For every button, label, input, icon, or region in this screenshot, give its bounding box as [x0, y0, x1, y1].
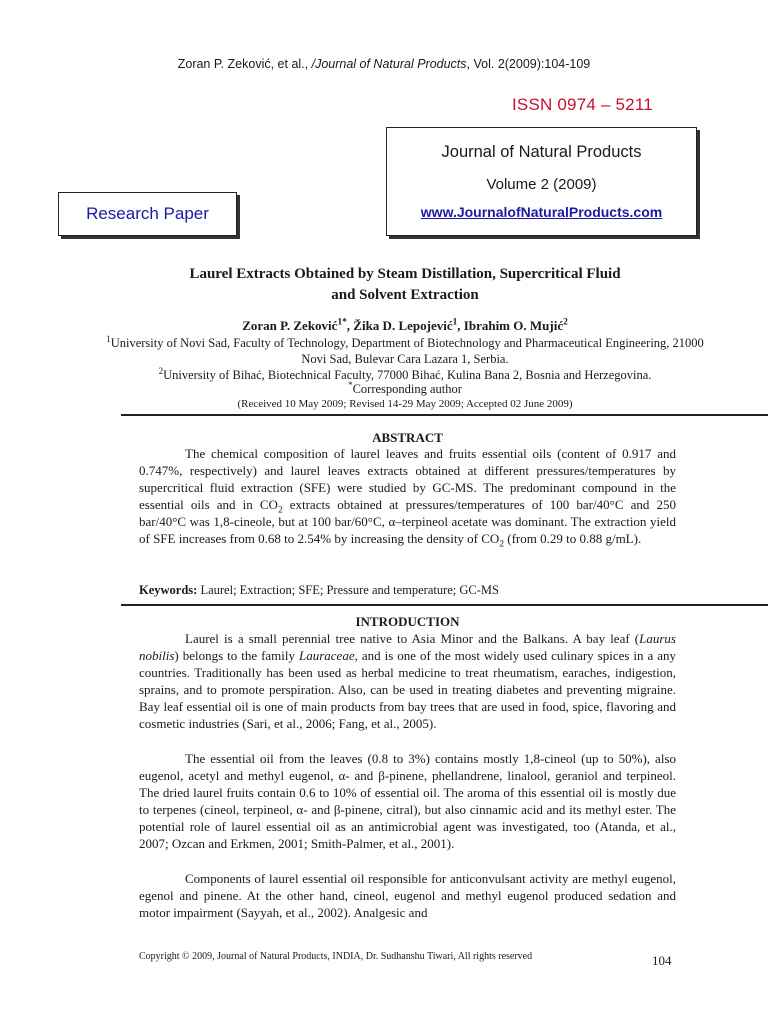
subscript: 2	[499, 539, 504, 550]
abstract-text-part: (from 0.29 to 0.88 g/mL).	[504, 531, 642, 546]
keywords-label: Keywords:	[139, 583, 198, 597]
journal-info-box	[386, 127, 697, 236]
article-title-line-2: and Solvent Extraction	[331, 287, 479, 303]
article-title	[110, 264, 700, 306]
author-affiliation-mark: 1	[452, 317, 458, 328]
journal-volume: Volume 2 (2009)	[486, 176, 597, 193]
keywords-line	[139, 582, 676, 599]
journal-name: Journal of Natural Products	[441, 143, 642, 161]
affiliation-1-text: University of Novi Sad, Faculty of Technology, Department of Biotechnology and Pharmaceutical Engineering, 21000 Novi Sad, Bulevar Cara Lazara 1, Serbia.	[110, 336, 704, 366]
author-name: Žika D. Lepojević	[353, 318, 453, 333]
article-title-line-1: Laurel Extracts Obtained by Steam Distillation, Supercritical Fluid	[189, 266, 621, 282]
abstract-text	[139, 445, 676, 550]
subscript: 2	[277, 505, 283, 516]
abstract-heading: ABSTRACT	[372, 430, 443, 445]
paper-type-box	[58, 192, 237, 236]
corresponding-text: Corresponding author	[352, 382, 462, 396]
introduction-paragraph-1	[139, 630, 676, 732]
species-name: Laurus nobilis	[139, 631, 676, 663]
divider-bottom	[121, 604, 768, 606]
author-affiliation-mark: 2	[563, 317, 568, 328]
paper-type-label: Research Paper	[86, 204, 209, 223]
intro-text-part: , and is one of the most widely used culinary spices in a any countries. Traditionally has been used as herbal medicine to treat rheumatism, earaches, indigestion, sprains, and to promote perspiration. Also, can be used in treating diabetes and preventing migraine. Bay leaf essential oil is one of main products from bay trees that are used in food, spice, flavoring and cosmetic industries (Sari, et al., 2006; Fang, et al., 2005).	[139, 648, 676, 731]
corresponding-author-note	[100, 379, 710, 397]
author-list	[100, 318, 710, 334]
introduction-paragraph-3: Components of laurel essential oil responsible for anticonvulsant activity are methyl eugenol, egenol and pinene. At the other hand, cineol, eugenol and methyl eugenol produced sedation and motor impairment (Sayyah, et al., 2002). Analgesic and	[139, 871, 676, 920]
keywords-text: Laurel; Extraction; SFE; Pressure and temperature; GC-MS	[197, 583, 499, 597]
author-separator: ,	[346, 318, 354, 333]
affiliation-1	[100, 335, 710, 367]
running-header-authors: Zoran P. Zeković, et al.,	[177, 57, 312, 71]
affiliation-2-mark: 2	[158, 365, 164, 376]
author-name: Zoran P. Zeković	[242, 318, 338, 333]
received-dates: (Received 10 May 2009; Revised 14-29 May 2009; Accepted 02 June 2009)	[237, 398, 573, 410]
issn-number: ISSN 0974 – 5211	[512, 95, 653, 114]
family-name: Lauraceae	[299, 648, 355, 663]
introduction-heading: INTRODUCTION	[355, 614, 460, 629]
running-header-journal: /Journal of Natural Products	[311, 57, 467, 71]
author-affiliation-mark: 1*	[337, 317, 347, 328]
divider-top	[121, 414, 768, 416]
abstract-text-part: The chemical composition of laurel leaves and fruits essential oils (content of 0.917 and 0.747%, respectively) and laurel leaves extracts obtained at different pressures/temperatures by supercritical fluid extraction (SFE) were studied by GC-MS. The predominant compound in the essential oils and in CO	[139, 446, 676, 512]
corresponding-mark: *	[348, 379, 353, 390]
copyright-notice: Copyright © 2009, Journal of Natural Products, INDIA, Dr. Sudhanshu Tiwari, All rights reserved	[139, 951, 533, 962]
running-header	[0, 57, 768, 71]
introduction-paragraph-2: The essential oil from the leaves (0.8 to 3%) contains mostly 1,8-cineol (up to 50%), also eugenol, acetyl and methyl eugenol, α- and β-pinene, phellandrene, linalool, geraniol and terpineol. The dried laurel fruits contain 0.6 to 10% of essential oil. The aroma of this essential oil is mostly due to terpenes (cineol, terpineol, α- and β-pinene, citral), but also cinnamic acid and its methyl ester. The potential role of laurel essential oil as an antimicrobial agent was investigated, too (Atanda, et al., 2007; Ozcan and Erkmen, 2001; Smith-Palmer, et al., 2001).	[139, 751, 676, 851]
journal-url-link[interactable]: www.JournalofNaturalProducts.com	[420, 204, 663, 220]
affiliation-2-text: University of Bihać, Biotechnical Faculty, 77000 Bihać, Kulina Bana 2, Bosnia and Herzegovina.	[163, 368, 652, 382]
running-header-volume: , Vol. 2(2009):104-109	[466, 57, 591, 71]
author-separator: ,	[457, 318, 464, 333]
abstract-text-part: extracts obtained at pressures/temperatures of 100 bar/40°C and 250 bar/40°C was 1,8-cineole, but at 100 bar/60°C, α–terpineol acetate was dominant. The extraction yield of SFE increases from 0.68 to 2.54% by increasing the density of CO	[139, 497, 676, 546]
intro-text-part: Laurel is a small perennial tree native to Asia Minor and the Balkans. A bay leaf (	[185, 631, 640, 646]
page-number: 104	[652, 953, 672, 968]
affiliation-1-mark: 1	[106, 333, 111, 344]
intro-text-part: ) belongs to the family	[174, 648, 299, 663]
affiliation-2	[100, 367, 710, 383]
author-name: Ibrahim O. Mujić	[463, 318, 564, 333]
